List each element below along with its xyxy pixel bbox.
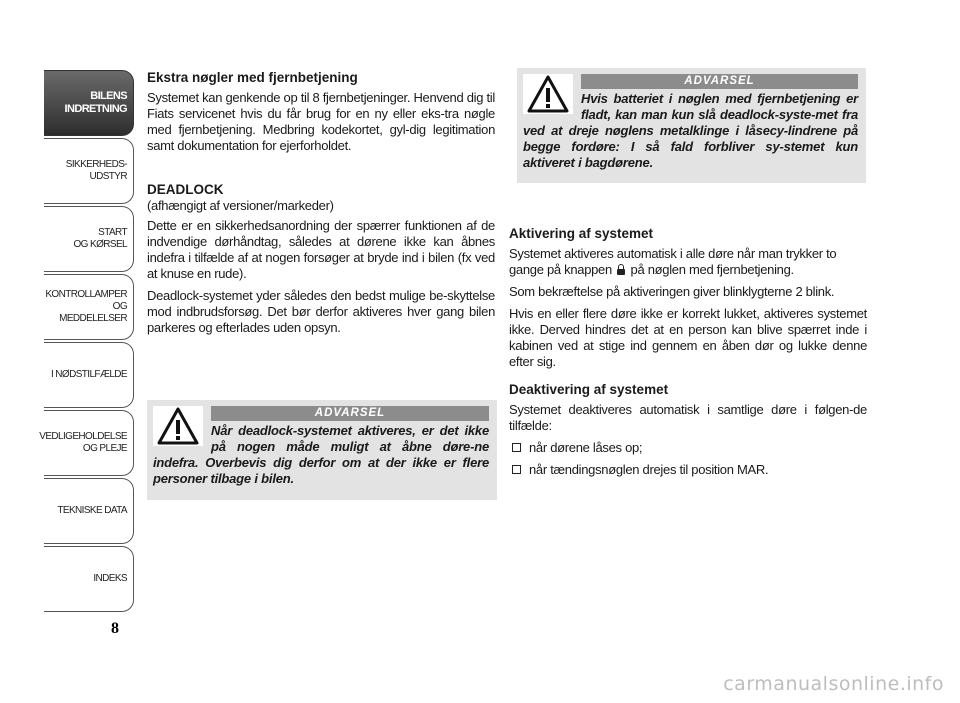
watermark: carmanualsonline.info	[723, 673, 944, 695]
tab-tekniske-data[interactable]	[44, 478, 134, 544]
activation-text-after: på nøglen med fjernbetjening.	[630, 262, 794, 277]
deadlock-warning-box	[147, 400, 497, 500]
tab-vedligeholdelse[interactable]	[39, 410, 134, 476]
right-column	[509, 226, 867, 484]
deactivation-heading: Deaktivering af systemet	[509, 382, 669, 397]
deactivation-paragraph-1: Systemet deaktiveres automatisk i samtlige døre i følgen-de tilfælde:	[509, 402, 867, 433]
activation-paragraph-3: Hvis en eller flere døre ikke er korrekt lukket, aktiveres systemet ikke. Derved hindres det at en person kan blive spærret inde i kabinen ved at stige ind gennem en åben dør og lukke denne efter sig.	[509, 306, 867, 369]
deadlock-paragraph-2: Deadlock-systemet yder således den bedst mulige be-skyttelse mod indbrudsforsøg. Det bør derfor aktiveres hver gang bilen parkeres og efterlades uden opsyn.	[147, 288, 495, 335]
activation-heading: Aktivering af systemet	[509, 226, 654, 241]
checkbox-bullet-icon	[512, 465, 521, 474]
activation-text-before: Systemet aktiveres automatisk i alle døre når man trykker to gange på knappen	[509, 246, 837, 277]
extra-keys-text: Systemet kan genkende op til 8 fjernbetjeninger. Henvend dig til Fiats servicenet hvis du får brug for en ny eller eks-tra nøgle med fjernbetjening. Medbring kodekortet, gyl-dig legitimation samt dokumentation for ejerforholdet.	[147, 90, 495, 153]
tab-sikkerhedsudstyr[interactable]	[44, 138, 134, 204]
warning-header: ADVARSEL	[211, 406, 489, 421]
tab-label: KONTROLLAMPER OG MEDDELELSER	[45, 289, 127, 324]
lock-icon	[617, 264, 625, 275]
page-number: 8	[111, 620, 119, 637]
deactivation-list	[509, 440, 867, 478]
tab-start-og-korsel[interactable]	[44, 206, 134, 272]
tab-label: START OG KØRSEL	[73, 227, 127, 250]
warning-triangle-icon	[523, 74, 573, 114]
list-item	[509, 462, 867, 478]
list-item-text: når dørene låses op;	[529, 440, 643, 455]
warning-text: Hvis batteriet i nøglen med fjernbetjening er fladt, kan man kun slå deadlock-syste-met fra ved at dreje nøglens metalklinge i låsecy-lindrene på begge fordøre: I så fald forbliver sy-stemet kun aktiveret i bagdørene.	[523, 91, 858, 170]
extra-keys-heading: Ekstra nøgler med fjernbetjening	[147, 70, 358, 85]
tab-label: SIKKERHEDS- UDSTYR	[65, 159, 127, 182]
tab-indeks[interactable]	[44, 546, 134, 612]
tab-label: INDEKS	[93, 573, 127, 584]
warning-triangle-icon	[153, 406, 203, 446]
tab-kontrollamper[interactable]	[44, 274, 134, 340]
battery-warning-box	[517, 68, 866, 183]
deadlock-subtitle: (afhængigt af versioner/markeder)	[147, 198, 334, 213]
tab-label: VEDLIGEHOLDELSE OG PLEJE	[39, 431, 127, 454]
tab-label: I NØDSTILFÆLDE	[50, 369, 127, 380]
deadlock-heading: DEADLOCK	[147, 182, 224, 197]
list-item-text: når tændingsnøglen drejes til position MAR.	[529, 462, 769, 477]
warning-header: ADVARSEL	[581, 74, 858, 89]
activation-paragraph-2: Som bekræftelse på aktiveringen giver blinklygterne 2 blink.	[509, 284, 835, 299]
left-column	[147, 70, 495, 342]
tab-nodstilfaelde[interactable]	[44, 342, 134, 408]
tab-bilens-indretning[interactable]	[44, 70, 134, 136]
deadlock-paragraph-1: Dette er en sikkerhedsanordning der spærrer funktionen af de indvendige dørhåndtag, således at dørene ikke kan åbnes indefra i tilfælde af at nogen forsøger at bryde ind i bilen (fx ved at knuse en rude).	[147, 218, 495, 281]
tab-label: TEKNISKE DATA	[57, 505, 127, 516]
list-item	[509, 440, 867, 456]
warning-text: Når deadlock-systemet aktiveres, er det ikke på nogen måde muligt at åbne døre-ne indefra. Overbevis dig derfor om at der ikke er flere personer tilbage i bilen.	[153, 423, 489, 486]
activation-paragraph-1	[509, 246, 867, 278]
tab-label: BILENS INDRETNING	[64, 90, 127, 115]
checkbox-bullet-icon	[512, 443, 521, 452]
